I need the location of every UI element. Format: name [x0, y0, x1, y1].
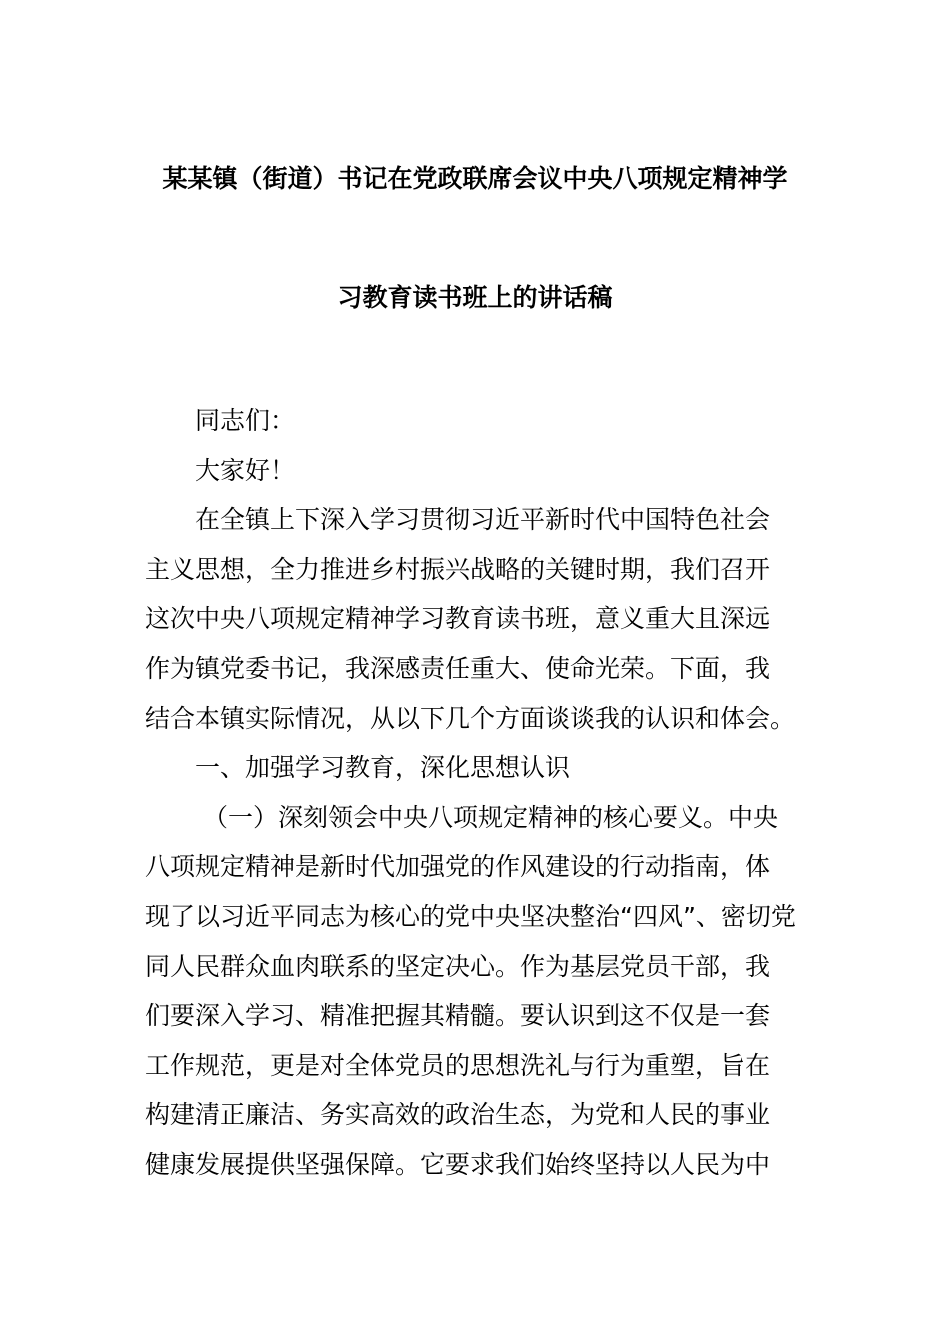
body-line: 这次中央八项规定精神学习教育读书班，意义重大且深远 [145, 604, 771, 634]
document-body [145, 396, 810, 1190]
body-line: 主义思想，全力推进乡村振兴战略的关键时期，我们召开 [145, 554, 771, 584]
subsection-heading: （一）深刻领会中央八项规定精神的核心要义。中央 [203, 802, 779, 832]
body-line: 同人民群众血肉联系的坚定决心。作为基层党员干部，我 [145, 951, 771, 981]
body-line: 在全镇上下深入学习贯彻习近平新时代中国特色社会 [195, 505, 771, 535]
body-line: 健康发展提供坚强保障。它要求我们始终坚持以人民为中 [145, 1149, 771, 1179]
salutation: 同志们： [195, 406, 296, 435]
greeting: 大家好！ [195, 455, 296, 485]
body-line: 作为镇党委书记，我深感责任重大、使命光荣。下面，我 [145, 653, 771, 683]
body-line: 构建清正廉洁、务实高效的政治生态，为党和人民的事业 [145, 1100, 771, 1130]
document-title-line-1: 某某镇（街道）书记在党政联席会议中央八项规定精神学 [162, 164, 788, 193]
body-line: 现了以习近平同志为核心的党中央坚决整治“四风”、密切党 [145, 901, 796, 931]
document-title-line-2: 习教育读书班上的讲话稿 [337, 283, 613, 312]
body-line: 八项规定精神是新时代加强党的作风建设的行动指南，体 [145, 852, 771, 882]
section-heading: 一、加强学习教育，深化思想认识 [195, 753, 571, 783]
body-line: 工作规范，更是对全体党员的思想洗礼与行为重塑，旨在 [145, 1050, 771, 1080]
body-line: 们要深入学习、精准把握其精髓。要认识到这不仅是一套 [145, 1001, 771, 1031]
body-line: 结合本镇实际情况，从以下几个方面谈谈我的认识和体会。 [145, 703, 796, 733]
